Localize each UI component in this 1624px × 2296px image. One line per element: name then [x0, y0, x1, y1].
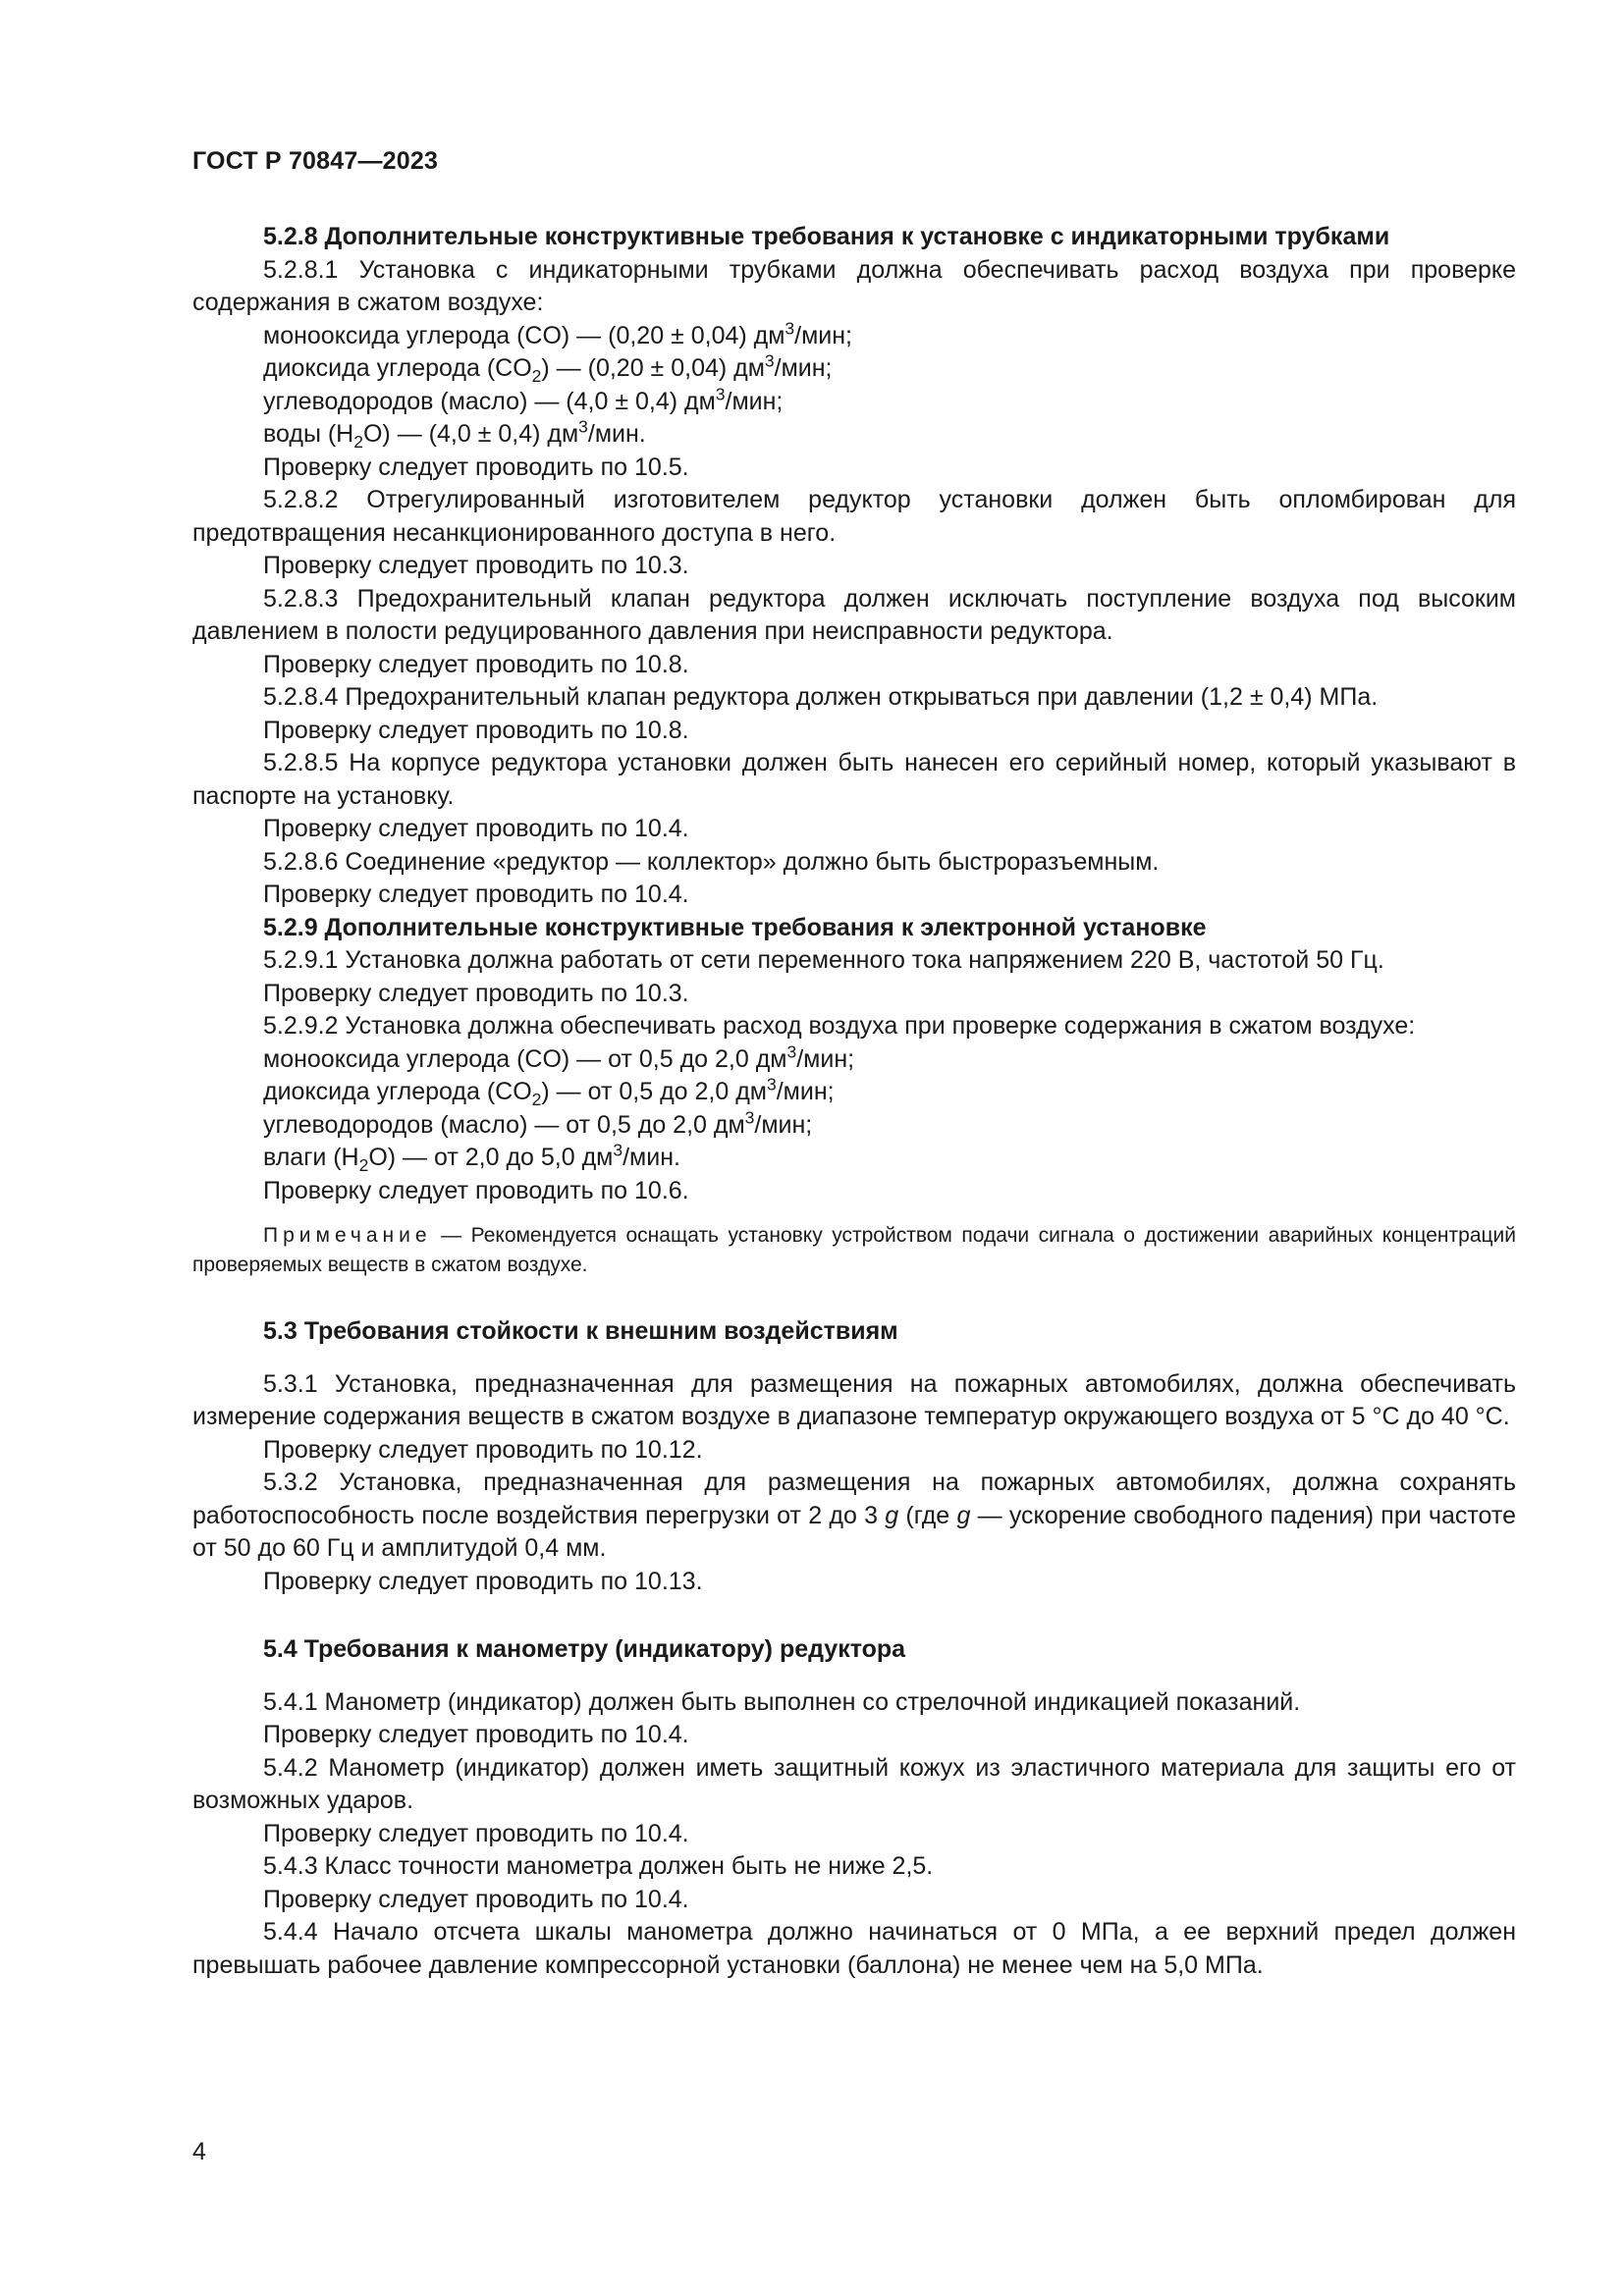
verification-note: Проверку следует проводить по 10.8. [263, 716, 689, 744]
paragraph: 5.2.8.6 Соединение «редуктор — коллектор» должно быть быстроразъемным. [263, 847, 1160, 876]
list-item: углеводородов (масло) — (4,0 ± 0,4) $дм^3$/мин; [263, 383, 784, 415]
verification-note: Проверку следует проводить по 10.12. [263, 1435, 703, 1464]
subsection-heading: 5.2.8 Дополнительные конструктивные требования к установке с индикаторными трубками [263, 223, 1390, 250]
verification-note: Проверку следует проводить по 10.5. [263, 453, 689, 481]
verification-note: Проверку следует проводить по 10.4. [263, 1885, 689, 1913]
verification-note: Проверку следует проводить по 10.13. [263, 1567, 703, 1595]
verification-note: Проверку следует проводить по 10.4. [263, 1819, 689, 1847]
note [192, 1221, 1516, 1280]
verification-note: Проверку следует проводить по 10.6. [263, 1176, 689, 1204]
verification-note: Проверку следует проводить по 10.4. [263, 1721, 689, 1748]
verification-note: Проверку следует проводить по 10.4. [263, 881, 689, 908]
verification-note: Проверку следует проводить по 10.4. [263, 815, 689, 842]
verification-note: Проверку следует проводить по 10.8. [263, 650, 689, 678]
section-heading: 5.4 Требования к манометру (индикатору) редуктора [263, 1635, 906, 1663]
document-body [192, 221, 1516, 1982]
note-text: — Рекомендуется оснащать установку устройством подачи сигнала о достижении аварийных концентраций проверяемых веществ в сжатом воздухе. [192, 1224, 1516, 1276]
list-item: монооксида углерода (CO) — от 0,5 до 2,0 $дм^3$/мин; [263, 1041, 855, 1073]
paragraph: 5.2.9.2 Установка должна обеспечивать расход воздуха при проверке содержания в сжатом воздухе: [263, 1012, 1416, 1040]
paragraph: 5.4.4 Начало отсчета шкалы манометра должно начинаться от 0 МПа, а ее верхний предел должен превышать рабочее давление компрессорной установки (баллона) не менее чем на 5,0 МПа. [192, 1918, 1516, 1979]
list-item: диоксида углерода $(CO_2)$ — от 0,5 до 2,0 $дм^3$/мин; [263, 1074, 835, 1110]
subsection-heading: 5.2.9 Дополнительные конструктивные требования к электронной установке [263, 913, 1207, 941]
list-item: диоксида углерода $(CO_2)$ — (0,20 ± 0,04) $дм^3$/мин; [263, 350, 833, 387]
verification-note: Проверку следует проводить по 10.3. [263, 552, 689, 579]
paragraph: 5.2.9.1 Установка должна работать от сети переменного тока напряжением 220 В, частотой 50 Гц. [263, 946, 1384, 974]
paragraph: 5.4.1 Манометр (индикатор) должен быть выполнен со стрелочной индикацией показаний. [263, 1687, 1301, 1716]
paragraph: 5.4.2 Манометр (индикатор) должен иметь защитный кожух из эластичного материала для защиты его от возможных ударов. [192, 1753, 1516, 1814]
list-item: монооксида углерода (CO) — (0,20 ± 0,04) $дм^3$/мин; [263, 317, 853, 349]
section-heading: 5.3 Требования стойкости к внешним воздействиям [263, 1317, 898, 1345]
paragraph: 5.4.3 Класс точности манометра должен быть не ниже 2,5. [263, 1852, 934, 1880]
note-label: Примечание [263, 1224, 432, 1247]
paragraph: 5.2.8.5 На корпусе редуктора установки должен быть нанесен его серийный номер, который указывают в паспорте на установку. [192, 749, 1516, 810]
paragraph: 5.2.8.2 Отрегулированный изготовителем редуктор установки должен быть опломбирован для предотвращения несанкционированного доступа в него. [192, 486, 1516, 547]
list-item: углеводородов (масло) — от 0,5 до 2,0 $дм^3$/мин; [263, 1106, 813, 1139]
document-header: ГОСТ Р 70847—2023 [192, 147, 439, 175]
paragraph: 5.2.8.1 Установка с индикаторными трубками должна обеспечивать расход воздуха при проверке содержания в сжатом воздухе: [192, 255, 1516, 316]
page-number: 4 [192, 2138, 206, 2165]
list-item: влаги $(H_2O)$ — от 2,0 до 5,0 $дм^3$/мин. [263, 1140, 680, 1176]
paragraph: 5.2.8.4 Предохранительный клапан редуктора должен открываться при давлении (1,2 ± 0,4) МПа. [263, 683, 1379, 711]
paragraph: 5.3.1 Установка, предназначенная для размещения на пожарных автомобилях, должна обеспечивать измерение содержания веществ в сжатом воздухе в диапазоне температур окружающего воздуха от 5 °С до 40 °С. [192, 1369, 1516, 1430]
paragraph: 5.3.2 Установка, предназначенная для размещения на пожарных автомобилях, должна сохранять работоспособность после воздействия перегрузки от 2 до 3 g (где g — ускорение свободного падения) при частоте от 50 до 60 Гц и амплитудой 0,4 мм. [192, 1468, 1516, 1562]
verification-note: Проверку следует проводить по 10.3. [263, 979, 689, 1007]
paragraph: 5.2.8.3 Предохранительный клапан редуктора должен исключать поступление воздуха под высоким давлением в полости редуцированного давления при неисправности редуктора. [192, 584, 1516, 645]
list-item: воды $(H_2O)$ — (4,0 ± 0,4) $дм^3$/мин. [263, 416, 646, 453]
